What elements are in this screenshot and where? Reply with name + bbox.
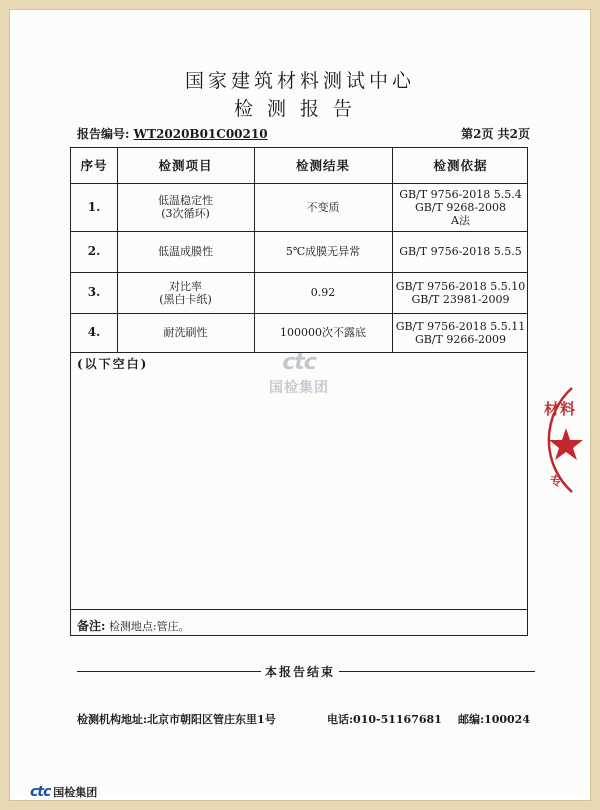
- page-info: 第2页 共2页: [461, 127, 530, 141]
- row-4-basis-line-1: GB/T 9756-2018 5.5.11: [395, 319, 526, 333]
- report-org-title: 国家建筑材料测试中心: [184, 70, 415, 92]
- row-2-item-line-1: 低温成膜性: [158, 245, 213, 258]
- red-seal-stamp: [530, 380, 586, 500]
- row-3-basis: [392, 272, 529, 313]
- seal-text-top: 材料: [544, 400, 577, 418]
- row-1-item: [117, 183, 254, 231]
- row-2-basis-line-1: GB/T 9756-2018 5.5.5: [399, 245, 522, 258]
- report-number: [77, 125, 268, 142]
- remark: [77, 617, 190, 634]
- footer-address: 检测机构地址:北京市朝阳区管庄东里1号: [77, 713, 276, 726]
- row-3-no: 3.: [87, 285, 101, 299]
- report-end-text: 本报告结束: [264, 665, 335, 679]
- row-1-no: 1.: [87, 199, 101, 214]
- ctc-watermark: [254, 350, 344, 397]
- row-1-basis-line-3: A法: [451, 213, 470, 227]
- row-1-basis-line-2: GB/T 9268-2008: [414, 200, 507, 214]
- end-divider-right: [339, 671, 535, 672]
- report-number-value: WT2020B01C00210: [133, 127, 268, 141]
- logo-mark: ctc: [30, 784, 51, 800]
- blank-below-note: (以下空白): [77, 357, 149, 371]
- row-2-basis: [392, 231, 529, 272]
- row-3-result: 0.92: [310, 286, 336, 299]
- row-3-basis-line-1: GB/T 9756-2018 5.5.10: [395, 279, 526, 293]
- col-header-result: 检测结果: [295, 158, 350, 173]
- row-1-basis: [392, 183, 529, 231]
- report-number-label: 报告编号:: [77, 127, 130, 141]
- row-2-no: 2.: [87, 244, 101, 258]
- logo-company-name: 国检集团: [53, 786, 98, 799]
- row-3-item-line-1: 对比率: [169, 279, 202, 293]
- remark-label: 备注:: [77, 619, 106, 633]
- row-2-result: 5℃成膜无异常: [285, 245, 361, 258]
- watermark-company-name: 国检集团: [269, 380, 329, 396]
- watermark-logo-mark: ctc: [282, 350, 316, 375]
- row-3-basis-line-2: GB/T 23981-2009: [411, 292, 510, 306]
- row-4-no: 4.: [87, 325, 101, 339]
- remark-text: 检测地点:管庄。: [108, 620, 190, 633]
- row-4-basis: [392, 313, 529, 352]
- row-3-item: [117, 272, 254, 313]
- row-4-item-line-1: 耐洗刷性: [163, 326, 208, 339]
- col-header-basis: 检测依据: [433, 158, 488, 173]
- row-1-result: 不变质: [306, 200, 340, 214]
- row-3-item-line-2: (黑白卡纸): [159, 292, 212, 306]
- ctc-logo: [30, 784, 97, 800]
- row-4-basis-line-2: GB/T 9266-2009: [414, 332, 507, 346]
- row-1-item-line-2: (3次循环): [161, 207, 210, 220]
- seal-text-bottom: 专: [550, 474, 563, 488]
- footer-phone: 电话:010-51167681: [327, 713, 442, 726]
- col-header-item: 检测项目: [158, 158, 213, 173]
- row-2-item: [117, 231, 254, 272]
- footer-postcode: 邮编:100024: [458, 713, 530, 726]
- report-title: 检测报告: [233, 98, 366, 120]
- row-4-item: [117, 313, 254, 352]
- row-4-result: 100000次不露底: [280, 326, 366, 339]
- row-1-basis-line-1: GB/T 9756-2018 5.5.4: [399, 187, 522, 201]
- col-header-no: 序号: [80, 158, 108, 173]
- row-1-item-line-1: 低温稳定性: [158, 194, 213, 207]
